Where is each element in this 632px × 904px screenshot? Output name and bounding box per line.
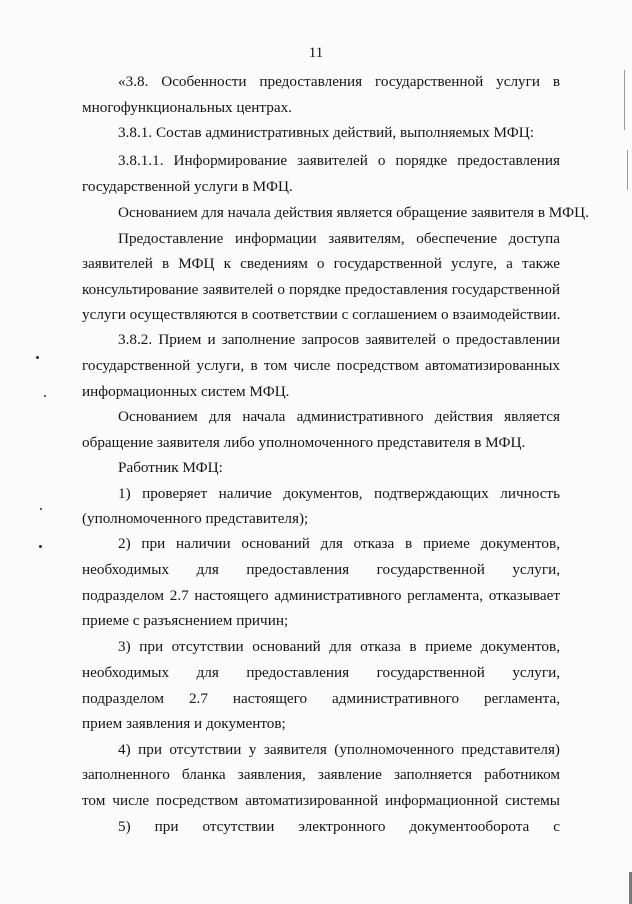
text-line: «3.8. Особенности предоставления государственной услуги в	[118, 73, 560, 90]
text-line: Основанием для начала административного действия является	[118, 408, 560, 425]
text-line: подразделом 2.7 настоящего административного регламента, отказывает	[82, 587, 560, 604]
scan-edge-mark	[624, 70, 625, 130]
page-number: 11	[308, 45, 324, 61]
text-line: 5) при отсутствии электронного документооборота с	[118, 818, 560, 835]
text-line: приеме с разъяснением причин;	[82, 612, 289, 629]
text-line: 3) при отсутствии оснований для отказа в приеме документов,	[118, 638, 560, 655]
text-line: заполненного бланка заявления, заявление заполняется работником	[82, 766, 560, 783]
scan-dot	[39, 545, 42, 548]
text-line: 1) проверяет наличие документов, подтверждающих личность	[118, 485, 560, 502]
scan-edge-mark	[627, 150, 628, 190]
text-line: том числе посредством автоматизированной информационной системы	[82, 792, 560, 809]
text-line: многофункциональных центрах.	[82, 99, 292, 116]
text-line: необходимых для предоставления государственной услуги,	[82, 561, 560, 578]
text-line: Работник МФЦ:	[118, 459, 223, 476]
text-line: Предоставление информации заявителям, обеспечение доступа	[118, 230, 560, 247]
text-line: необходимых для предоставления государственной услуги,	[82, 664, 560, 681]
text-line: 4) при отсутствии у заявителя (уполномоченного представителя)	[118, 741, 560, 758]
text-line: заявителей в МФЦ к сведениям о государственной услуге, а также	[82, 255, 560, 272]
text-line: 3.8.2. Прием и заполнение запросов заявителей о предоставлении	[118, 331, 560, 348]
text-line: обращение заявителя либо уполномоченного представителя в МФЦ.	[82, 434, 526, 451]
text-line: государственной услуги, в том числе посредством автоматизированных	[82, 357, 560, 374]
scan-dot	[40, 508, 42, 510]
scan-dot	[44, 395, 46, 397]
text-line: государственной услуги в МФЦ.	[82, 178, 293, 195]
text-line: услуги осуществляются в соответствии с соглашением о взаимодействии.	[82, 306, 561, 323]
text-line: подразделом 2.7 настоящего административного регламента,	[82, 690, 560, 707]
text-line: Основанием для начала действия является обращение заявителя в МФЦ.	[118, 204, 589, 221]
text-line: 3.8.1. Состав административных действий, выполняемых МФЦ:	[118, 124, 534, 141]
text-line: 3.8.1.1. Информирование заявителей о порядке предоставления	[118, 152, 560, 169]
text-line: прием заявления и документов;	[82, 715, 286, 732]
text-line: 2) при наличии оснований для отказа в приеме документов,	[118, 535, 560, 552]
text-line: консультирование заявителей о порядке предоставления государственной	[82, 281, 560, 298]
text-line: информационных систем МФЦ.	[82, 383, 290, 400]
scan-dot	[36, 356, 39, 359]
text-line: (уполномоченного представителя);	[82, 510, 309, 527]
